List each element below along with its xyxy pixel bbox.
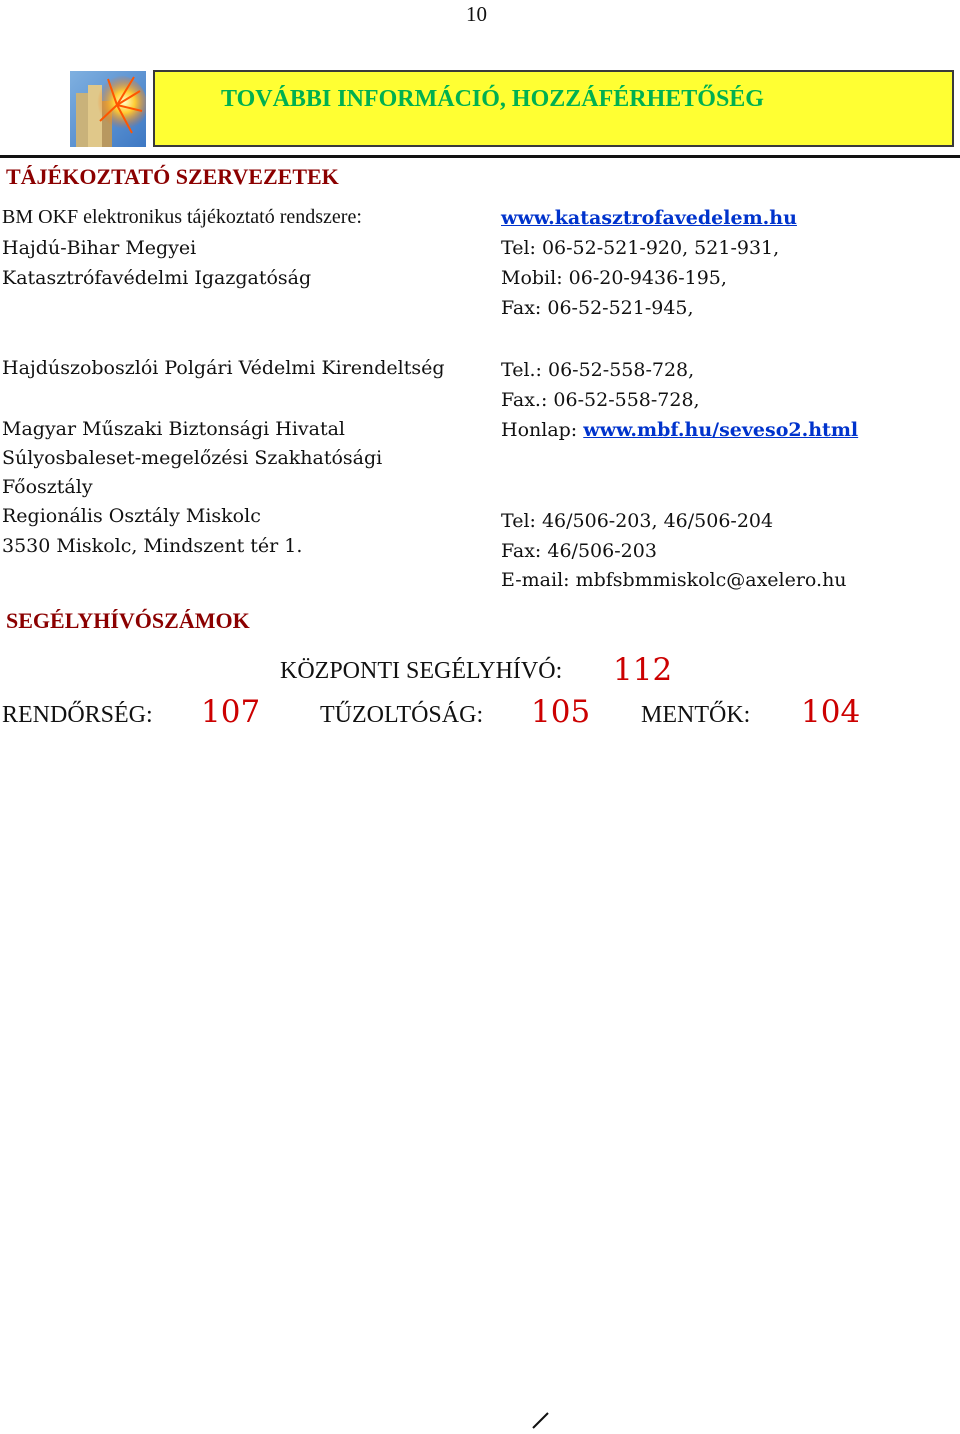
hajduszoboszlo-name: Hajdúszoboszlói Polgári Védelmi Kirendeltség [2,357,445,379]
hajdu-bihar-name-2: Katasztrófavédelmi Igazgatóság [2,267,312,289]
central-emergency-label: KÖZPONTI SEGÉLYHÍVÓ: [280,658,563,684]
police-number: 107 [201,694,261,730]
title-banner [153,70,954,147]
mbh-name-4: Regionális Osztály Miskolc [2,505,261,527]
page-number: 10 [466,2,487,26]
mbh-name-3: Főosztály [2,476,93,498]
mbh-honlap-label: Honlap: [501,419,584,441]
hajduszoboszlo-fax: Fax.: 06-52-558-728, [501,389,700,411]
banner-title: TOVÁBBI INFORMÁCIÓ, HOZZÁFÉRHETŐSÉG [221,86,764,112]
fire-building-icon [70,71,146,147]
mbh-honlap [501,419,858,441]
hajdu-bihar-mobil: Mobil: 06-20-9436-195, [501,267,727,289]
hajdu-bihar-fax: Fax: 06-52-521-945, [501,297,694,319]
bm-okf-label: BM OKF elektronikus tájékoztató rendszere: [2,206,362,228]
fire-number: 105 [531,694,591,730]
police-label: RENDŐRSÉG: [2,702,153,728]
hajdu-bihar-tel: Tel: 06-52-521-920, 521-931, [501,237,780,259]
katasztrofavedelem-link[interactable]: www.katasztrofavedelem.hu [501,207,797,229]
mbh-tel: Tel: 46/506-203, 46/506-204 [501,510,774,532]
central-emergency-number: 112 [613,652,673,688]
ambulance-number: 104 [801,694,861,730]
hajduszoboszlo-tel: Tel.: 06-52-558-728, [501,359,695,381]
hajdu-bihar-name-1: Hajdú-Bihar Megyei [2,237,197,259]
section-heading-organizations: TÁJÉKOZTATÓ SZERVEZETEK [6,164,339,189]
mbh-email: E-mail: mbfsbmmiskolc@axelero.hu [501,569,847,591]
mbh-name-2: Súlyosbaleset-megelőzési Szakhatósági [2,447,383,469]
mbh-name-1: Magyar Műszaki Biztonsági Hivatal [2,418,346,440]
fire-label: TŰZOLTÓSÁG: [320,702,484,728]
divider [0,155,960,158]
ambulance-label: MENTŐK: [641,702,751,728]
mbh-fax: Fax: 46/506-203 [501,540,657,562]
mbh-address: 3530 Miskolc, Mindszent tér 1. [2,535,303,557]
mbf-seveso-link[interactable]: www.mbf.hu/seveso2.html [583,419,859,441]
section-heading-emergency: SEGÉLYHÍVÓSZÁMOK [6,608,250,633]
slash-mark-icon [531,1410,551,1430]
